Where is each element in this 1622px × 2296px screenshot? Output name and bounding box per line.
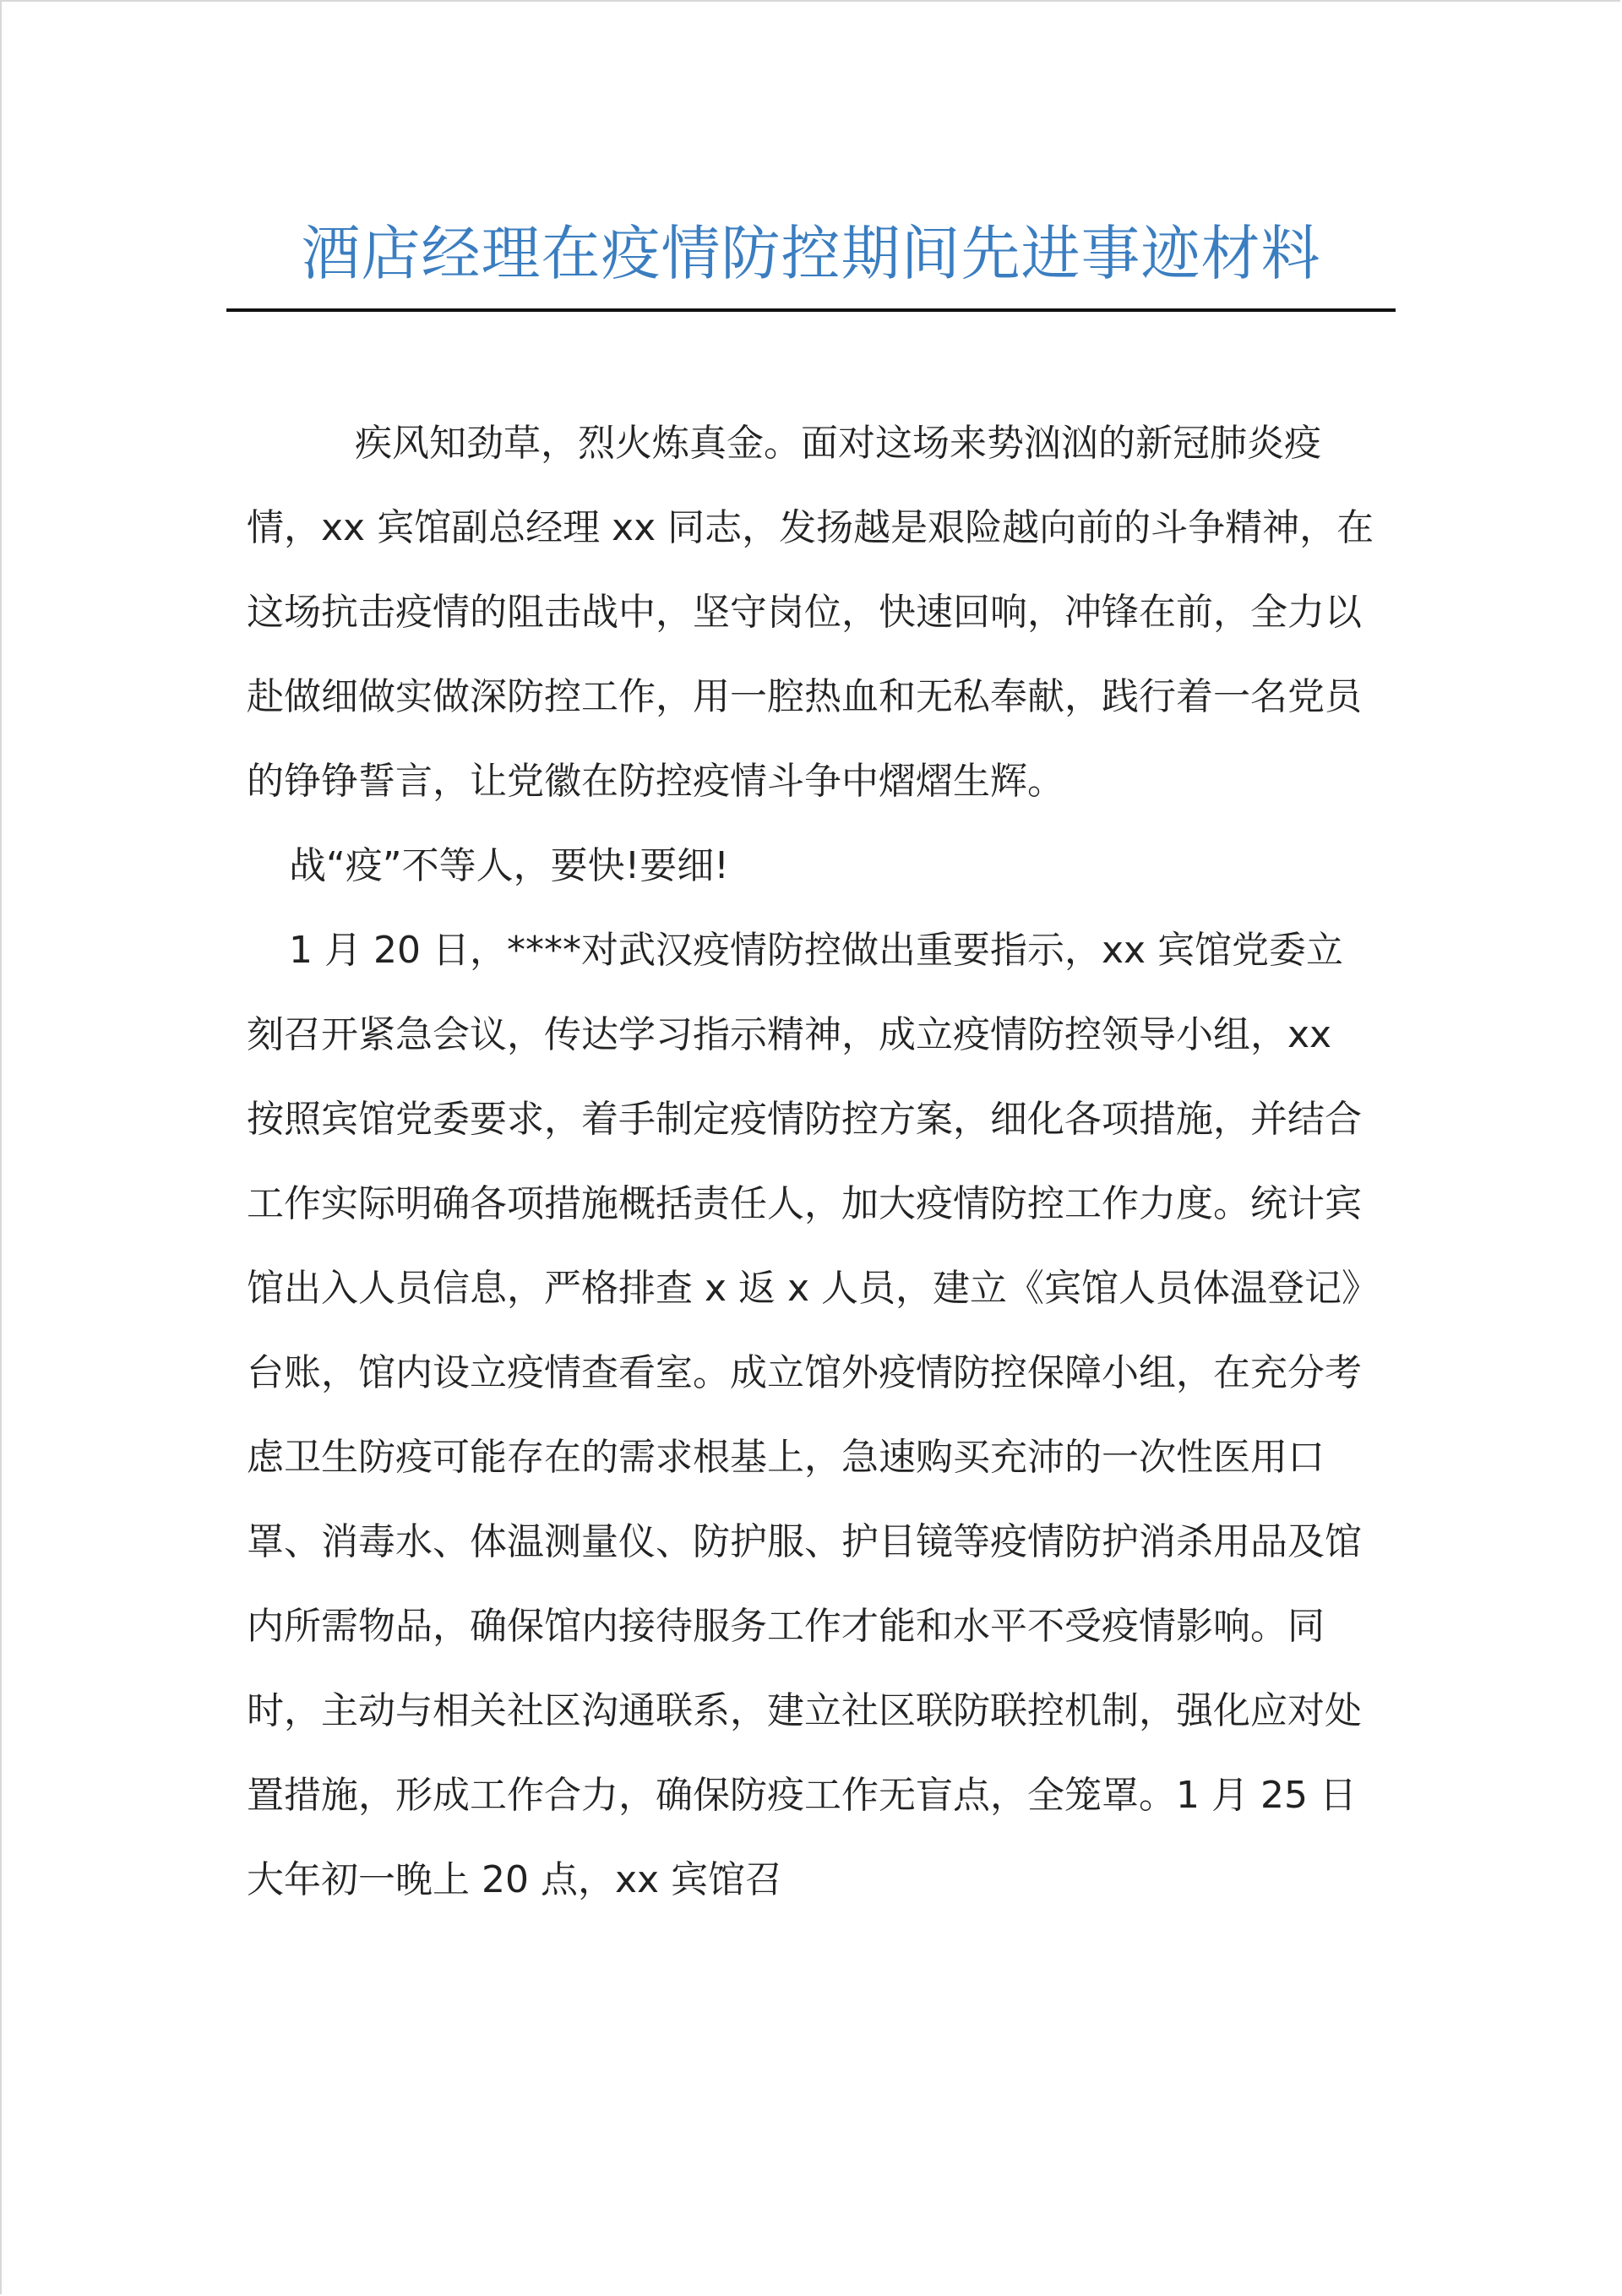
document-title: 酒店经理在疫情防控期间先进事迹材料 (301, 219, 1321, 288)
title-divider (226, 308, 1396, 312)
paragraph-details: 1 月 20 日，****对武汉疫情防控做出重要指示，xx 宾馆党委立刻召开紧急会议，传达学习指示精神，成立疫情防控领导小组，xx 按照宾馆党委要求，着手制定疫情防控方案，细化各项措施，并结合工作实际明确各项措施概括责任人，加大疫情防控工作力度。统计宾馆出入人员信息，严格排查 x 返 x 人员，建立《宾馆人员体温登记》台账，馆内设立疫情查看室。成立馆外疫情防控保障小组，在充分考虑卫生防疫可能存在的需求根基上，急速购买充沛的一次性医用口罩、消毒水、体温测量仪、防护服、护目镜等疫情防护消杀用品及馆内所需物品，确保馆内接待服务工作才能和水平不受疫情影响。同时，主动与相关社区沟通联系，建立社区联防联控机制，强化应对处置措施，形成工作合力，确保防疫工作无盲点，全笼罩。1 月 25 日大年初一晚上 20 点，xx 宾馆召 (247, 929, 1362, 1901)
document-body (247, 401, 1379, 1922)
paragraph-intro: 疾风知劲草，烈火炼真金。面对这场来势汹汹的新冠肺炎疫情，xx 宾馆副总经理 xx 同志，发扬越是艰险越向前的斗争精神，在这场抗击疫情的阻击战中，坚守岗位，快速回响，冲锋在前，全力以赴做细做实做深防控工作，用一腔热血和无私奉献，践行着一名党员的铮铮誓言，让党徽在防控疫情斗争中熠熠生辉。 (247, 422, 1374, 803)
paragraph-heading: 战“疫”不等人，要快!要细! (289, 844, 729, 887)
